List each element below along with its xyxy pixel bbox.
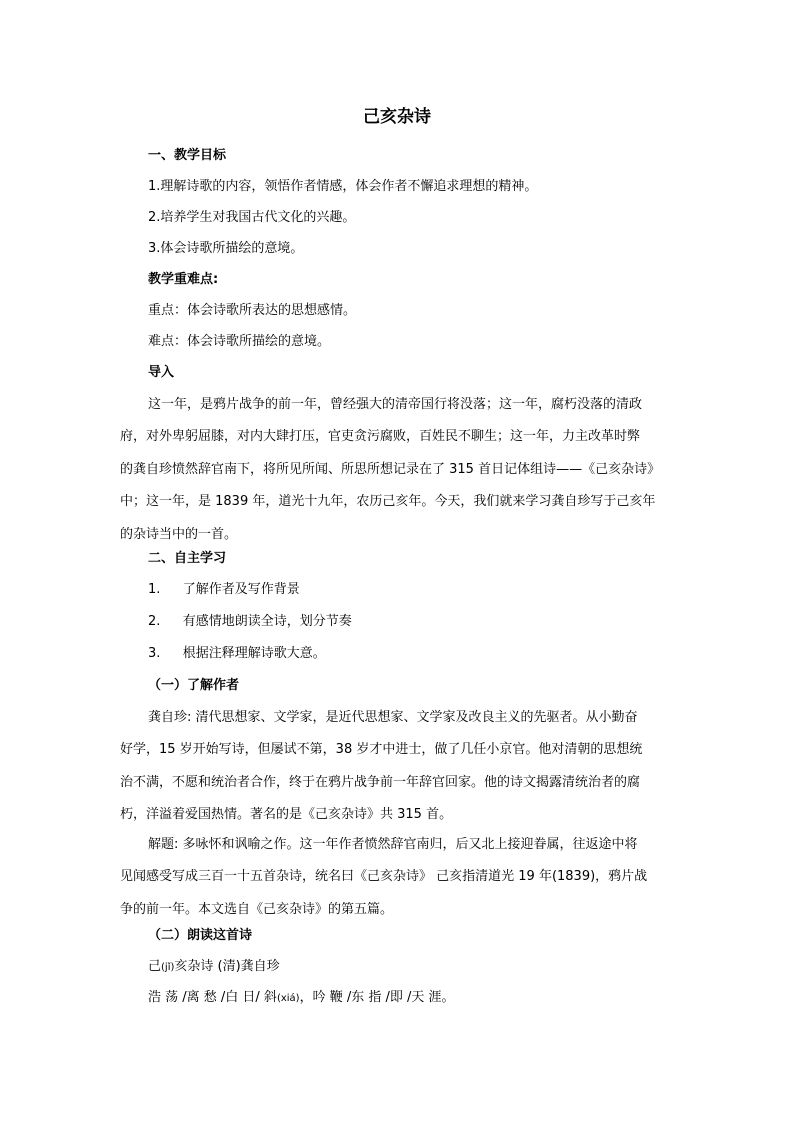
list-item xyxy=(148,580,300,600)
pinyin-annotation: (xiá) xyxy=(276,993,300,1004)
section-heading-self-study: 二、自主学习 xyxy=(148,551,227,566)
reading-heading: （二）朗读这首诗 xyxy=(148,928,253,943)
list-number: 1. xyxy=(148,582,161,597)
author-line: 龚自珍: 清代思想家、文学家，是近代思想家、文学家及改良主义的先驱者。从小勤奋 xyxy=(148,710,638,725)
intro-line: 的杂诗当中的一首。 xyxy=(120,526,238,542)
list-item xyxy=(148,644,326,664)
page-title: 己亥杂诗 xyxy=(363,107,431,127)
difficulty-heading: 教学重难点: xyxy=(148,272,219,287)
intro-line: 中；这一年，是 1839 年，道光十九年，农历己亥年。今天，我们就来学习龚自珍写于己亥年 xyxy=(120,494,656,510)
explain-paragraph xyxy=(120,829,680,926)
list-text: 根据注释理解诗歌大意。 xyxy=(182,646,326,661)
poem-line-part: 浩 荡 /离 愁 /白 日/ 斜 xyxy=(148,990,277,1005)
hard-point: 难点：体会诗歌所描绘的意境。 xyxy=(148,334,331,349)
explain-line: 解题: 多咏怀和讽喻之作。这一年作者愤然辞官南归，后又北上接迎眷属，往返途中将 xyxy=(148,837,638,852)
author-line: 治不满，不愿和统治者合作，终于在鸦片战争前一年辞官回家。他的诗文揭露清统治者的腐 xyxy=(120,774,641,790)
author-line: 好学，15 岁开始写诗，但屡试不第，38 岁才中进士，做了几任小京官。他对清朝的思想统 xyxy=(120,742,643,758)
intro-line: 这一年，是鸦片战争的前一年，曾经强大的清帝国行将没落；这一年，腐朽没落的清政 xyxy=(148,397,643,412)
goal-item: 1.理解诗歌的内容，领悟作者情感，体会作者不懈追求理想的精神。 xyxy=(148,179,538,194)
key-point: 重点：体会诗歌所表达的思想感情。 xyxy=(148,303,357,318)
intro-heading: 导入 xyxy=(148,365,175,380)
pinyin-annotation: (jǐ) xyxy=(161,962,175,973)
intro-paragraph xyxy=(120,389,680,551)
goal-item: 3.体会诗歌所描绘的意境。 xyxy=(148,241,304,256)
intro-line: 府，对外卑躬屈膝，对内大肆打压，官吏贪污腐败，百姓民不聊生；这一年，力主改革时弊 xyxy=(120,429,641,445)
author-heading: （一）了解作者 xyxy=(148,678,240,693)
poem-line-part: ，吟 鞭 /东 指 /即 /天 涯。 xyxy=(299,990,455,1005)
poem-title-rest: 亥杂诗 (清)龚自珍 xyxy=(174,959,280,974)
poem-title-char: 己 xyxy=(148,959,162,974)
author-line: 朽，洋溢着爱国热情。著名的是《己亥杂诗》共 315 首。 xyxy=(120,807,453,823)
poem-title xyxy=(148,957,280,978)
explain-line: 见闻感受写成三百一十五首杂诗，统名曰《己亥杂诗》 己亥指清道光 19 年(1839)，鸦片战 xyxy=(120,869,648,885)
poem-line xyxy=(148,988,455,1009)
author-paragraph xyxy=(120,702,680,832)
intro-line: 的龚自珍愤然辞官南下，将所见所闻、所思所想记录在了 315 首日记体组诗——《己亥杂诗》 xyxy=(120,461,661,477)
section-heading-teaching-goals: 一、教学目标 xyxy=(148,148,227,163)
list-text: 了解作者及写作背景 xyxy=(182,582,300,597)
list-item xyxy=(148,612,352,632)
list-number: 3. xyxy=(148,646,161,661)
list-text: 有感情地朗读全诗，划分节奏 xyxy=(182,614,352,629)
goal-item: 2.培养学生对我国古代文化的兴趣。 xyxy=(148,210,356,225)
explain-line: 争的前一年。本文选自《己亥杂诗》的第五篇。 xyxy=(120,901,394,917)
list-number: 2. xyxy=(148,614,161,629)
